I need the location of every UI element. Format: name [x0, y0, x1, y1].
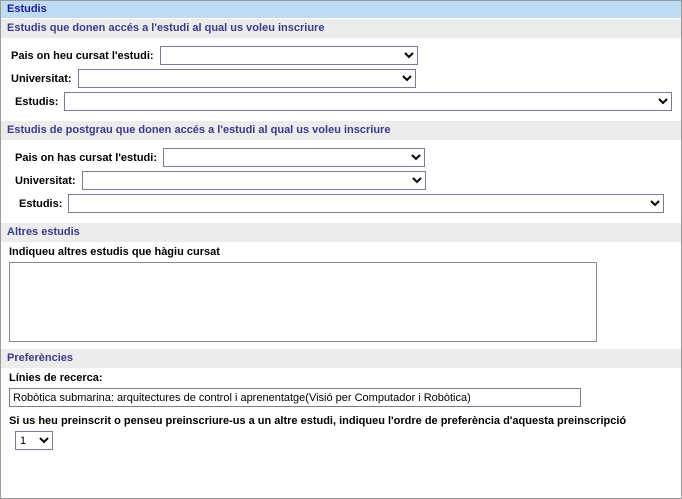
altres-estudis-textarea[interactable] [9, 262, 597, 342]
select-pais-acces[interactable] [160, 46, 418, 65]
subsection-header-estudis-postgrau: Estudis de postgrau que donen accés a l'estudi al qual us voleu inscriure [1, 121, 681, 140]
label-pais-postgrau: Pais on has cursat l'estudi: [15, 151, 157, 164]
subsection-header-estudis-acces: Estudis que donen accés a l'estudi al qual us voleu inscriure [1, 19, 681, 38]
field-row-universitat-acces [1, 69, 681, 88]
field-row-estudis-acces [1, 92, 681, 111]
select-estudis-acces[interactable] [64, 92, 672, 111]
select-universitat-postgrau[interactable] [82, 171, 426, 190]
section-header-preferencies: Preferències [1, 349, 681, 368]
label-universitat-postgrau: Universitat: [15, 174, 76, 187]
group-estudis-postgrau [1, 140, 681, 223]
select-universitat-acces[interactable] [78, 69, 416, 88]
label-altres-estudis: Indiqueu altres estudis que hàgiu cursat [9, 246, 220, 258]
select-estudis-postgrau[interactable] [68, 194, 664, 213]
linies-recerca-input-wrap [1, 386, 681, 409]
label-pais-acces: Pais on heu cursat l'estudi: [11, 49, 154, 62]
section-header-estudis: Estudis [1, 1, 681, 19]
field-row-universitat-postgrau [1, 171, 681, 190]
linies-recerca-input[interactable] [9, 388, 581, 407]
ordre-preferencia-select-wrap [1, 430, 681, 450]
label-linies-recerca: Línies de recerca: [9, 372, 103, 384]
ordre-preferencia-note: Si us heu preinscrit o penseu preinscriure-us a un altre estudi, indiqueu l'ordre de preferència d'aquesta preinscripció [9, 415, 627, 427]
group-estudis-acces [1, 38, 681, 121]
label-estudis-acces: Estudis: [15, 95, 59, 108]
label-estudis-postgrau: Estudis: [19, 197, 63, 210]
field-row-estudis-postgrau [1, 194, 681, 213]
altres-estudis-textarea-wrap [1, 260, 681, 349]
field-row-pais-acces [1, 46, 681, 65]
field-row-pais-postgrau [1, 148, 681, 167]
section-header-altres-estudis: Altres estudis [1, 223, 681, 242]
select-ordre-preferencia[interactable] [15, 431, 53, 450]
label-universitat-acces: Universitat: [11, 72, 72, 85]
select-pais-postgrau[interactable] [163, 148, 425, 167]
